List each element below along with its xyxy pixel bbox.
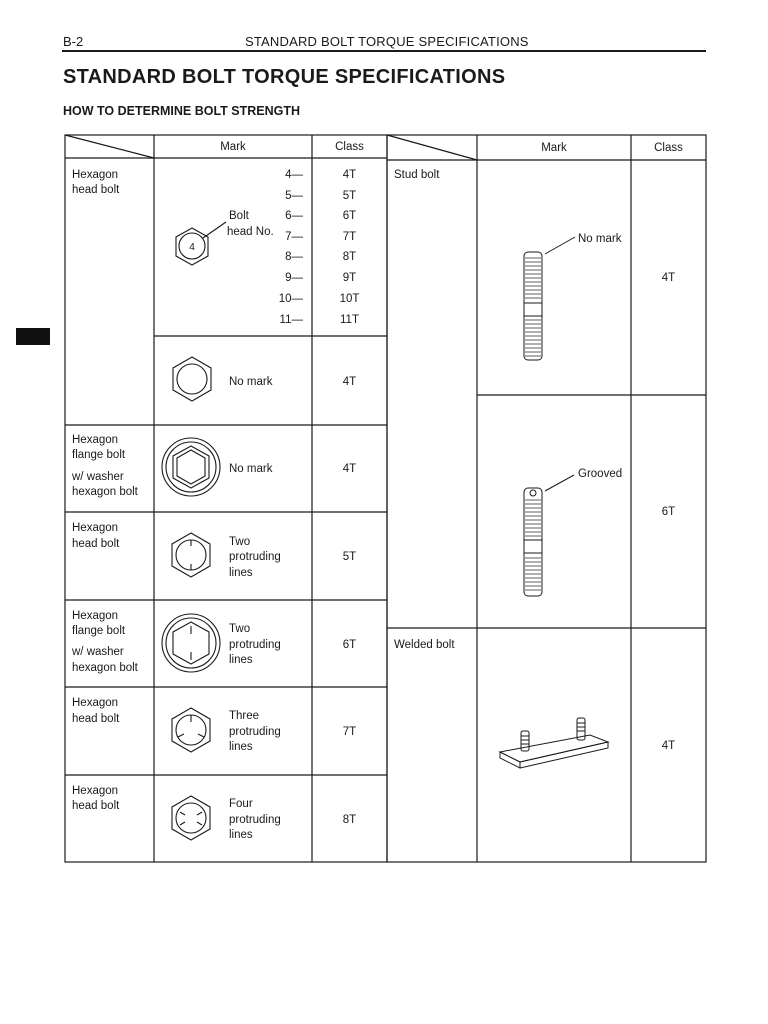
bolt-head-mark-6: 6— (285, 210, 303, 222)
mark-two-lines-flange-3: lines (229, 654, 253, 666)
type-flange-2c: w/ washer (72, 646, 124, 658)
class-stud-no-mark: 4T (661, 272, 676, 284)
mark-no-mark-hex: No mark (229, 376, 273, 388)
bolt-head-label-2: head No. (227, 226, 274, 238)
col-header-class-left: Class (335, 141, 364, 153)
class-three-lines: 7T (342, 726, 357, 738)
bolt-head-label-1: Bolt (229, 210, 249, 222)
flange-bolt-two-lines-icon (162, 614, 220, 672)
running-head: STANDARD BOLT TORQUE SPECIFICATIONS (245, 34, 529, 49)
mark-two-lines-2: protruding (229, 551, 281, 563)
type-hex-3b: head bolt (72, 713, 120, 725)
hex-bolt-no-mark-icon (173, 357, 211, 401)
type-flange-2b: flange bolt (72, 625, 126, 637)
mark-stud-grooved: Grooved (578, 468, 623, 480)
type-flange-1b: flange bolt (72, 449, 126, 461)
class-7t: 7T (342, 231, 357, 243)
hex-bolt-four-lines-icon (172, 796, 210, 840)
type-flange-1c: w/ washer (72, 471, 124, 483)
section-subtitle: HOW TO DETERMINE BOLT STRENGTH (63, 104, 301, 118)
mark-two-lines-1: Two (229, 536, 251, 548)
class-welded-bolt: 4T (661, 740, 676, 752)
mark-three-lines-3: lines (229, 741, 253, 753)
flange-bolt-no-mark-icon (162, 438, 220, 496)
stud-bolt-thread-lines (525, 258, 541, 356)
type-flange-2a: Hexagon (72, 610, 119, 622)
class-no-mark-hex: 4T (342, 376, 357, 388)
class-two-lines-hex: 5T (342, 551, 357, 563)
mark-stud-no-mark: No mark (578, 233, 622, 245)
bolt-head-mark-7: 7— (285, 231, 303, 243)
class-11t: 11T (340, 314, 359, 326)
class-no-mark-flange: 4T (342, 463, 357, 475)
hex-bolt-head-number-icon (176, 222, 226, 265)
mark-four-lines-1: Four (229, 798, 253, 810)
class-two-lines-flange: 6T (342, 639, 357, 651)
hex-bolt-two-lines-icon (172, 533, 210, 577)
hex-bolt-three-lines-icon (172, 708, 210, 752)
class-9t: 9T (342, 272, 357, 284)
class-6t: 6T (342, 210, 357, 222)
bolt-head-mark-5: 5— (285, 190, 303, 202)
class-4t: 4T (342, 169, 357, 181)
type-hexagon-head-bolt-1a: Hexagon (72, 169, 119, 181)
class-10t: 10T (339, 293, 360, 305)
stud-bolt-no-mark-icon (524, 237, 575, 360)
bolt-head-mark-4: 4— (285, 169, 303, 181)
mark-three-lines-1: Three (229, 710, 260, 722)
bolt-head-mark-10: 10— (278, 293, 303, 305)
type-hex-4a: Hexagon (72, 785, 119, 797)
mark-two-lines-flange-1: Two (229, 623, 251, 635)
type-hex-4b: head bolt (72, 800, 120, 812)
grooved-stud-thread-lines (525, 500, 541, 590)
mark-four-lines-3: lines (229, 829, 253, 841)
welded-bolt-icon (500, 718, 608, 768)
class-four-lines: 8T (342, 814, 357, 826)
mark-four-lines-2: protruding (229, 814, 281, 826)
mark-two-lines-flange-2: protruding (229, 639, 281, 651)
mark-two-lines-3: lines (229, 567, 253, 579)
type-flange-1a: Hexagon (72, 434, 119, 446)
type-welded-bolt: Welded bolt (394, 639, 455, 651)
col-header-class-right: Class (654, 142, 683, 154)
type-hex-2b: head bolt (72, 538, 120, 550)
page-title: STANDARD BOLT TORQUE SPECIFICATIONS (63, 66, 506, 88)
type-hexagon-head-bolt-1b: head bolt (72, 184, 120, 196)
type-flange-1d: hexagon bolt (72, 486, 138, 498)
bolt-head-mark-9: 9— (285, 272, 303, 284)
type-hex-3a: Hexagon (72, 697, 119, 709)
col-header-mark-left: Mark (220, 141, 246, 153)
class-stud-grooved: 6T (661, 506, 676, 518)
bolt-head-mark-8: 8— (285, 251, 303, 263)
class-8t: 8T (342, 251, 357, 263)
type-hex-2a: Hexagon (72, 522, 119, 534)
bolt-head-mark-11: 11— (279, 314, 303, 326)
col-header-mark-right: Mark (541, 142, 567, 154)
type-flange-2d: hexagon bolt (72, 662, 138, 674)
mark-three-lines-2: protruding (229, 726, 281, 738)
type-stud-bolt: Stud bolt (394, 169, 440, 181)
class-5t: 5T (342, 190, 357, 202)
page-number: B-2 (63, 34, 84, 49)
mark-no-mark-flange: No mark (229, 463, 273, 475)
hex-icon-number: 4 (189, 242, 195, 253)
